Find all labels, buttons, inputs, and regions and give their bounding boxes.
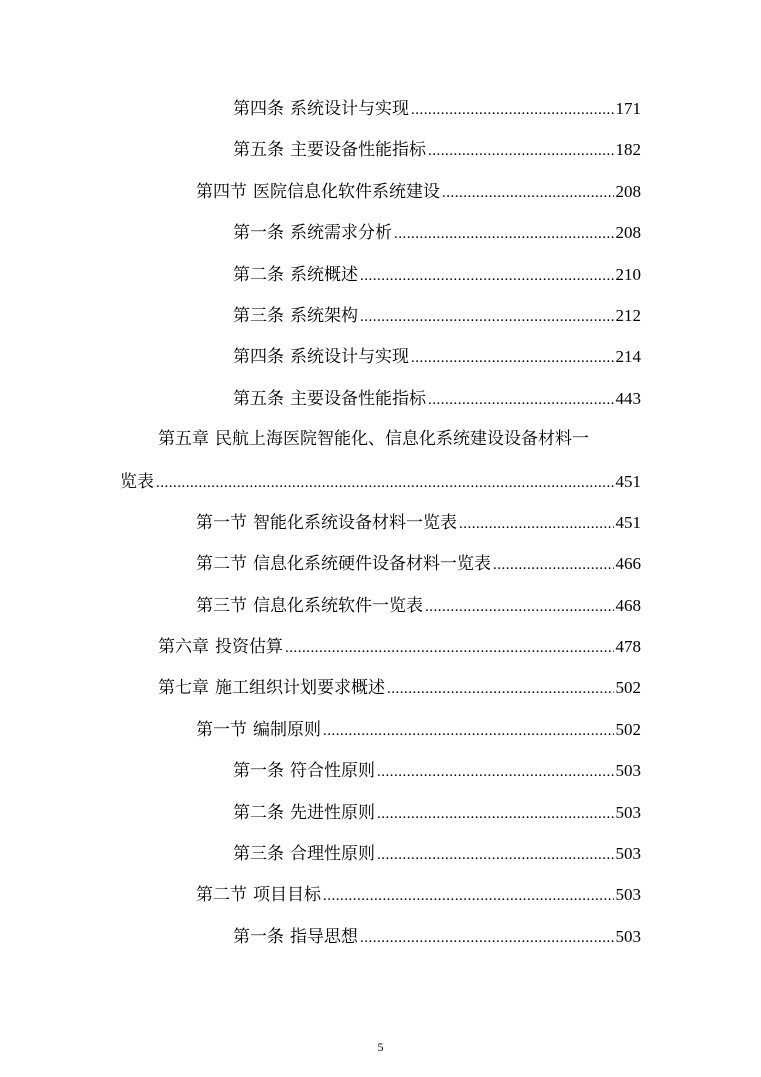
toc-entry-number: 第四条	[233, 99, 284, 119]
toc-entry-label	[196, 875, 321, 916]
toc-entry-page: 208	[615, 223, 641, 243]
toc-entry-page: 214	[615, 347, 641, 367]
dot-leader	[425, 587, 614, 628]
toc-entry[interactable]	[0, 212, 641, 253]
toc-entry[interactable]	[0, 336, 641, 377]
toc-entry-number: 第二条	[233, 802, 284, 823]
toc-entry[interactable]	[0, 792, 641, 833]
toc-entry[interactable]	[0, 254, 641, 295]
toc-entry-page: 502	[615, 719, 641, 739]
dot-leader	[394, 214, 614, 255]
toc-entry-label	[196, 710, 321, 751]
toc-entry-page: 212	[615, 305, 641, 325]
toc-entry-label	[233, 751, 375, 792]
toc-entry-continuation[interactable]	[0, 461, 641, 502]
toc-entry-title: 主要设备性能指标	[290, 388, 426, 409]
toc-entry-page: 182	[615, 140, 641, 160]
toc-entry-page: 503	[615, 802, 641, 822]
toc-entry[interactable]	[0, 916, 641, 957]
toc-entry-title: 施工组织计划要求概述	[215, 678, 385, 699]
toc-entry-title: 智能化系统设备材料一览表	[253, 512, 457, 533]
toc-entry-title: 符合性原则	[290, 761, 375, 782]
dot-leader	[411, 338, 614, 379]
toc-entry-number: 第四节	[196, 181, 247, 202]
dot-leader	[285, 628, 614, 669]
toc-entry-label	[233, 917, 358, 958]
dot-leader	[428, 131, 614, 172]
toc-entry-title: 指导思想	[290, 926, 358, 947]
toc-entry-page: 210	[615, 264, 641, 284]
toc-entry[interactable]	[0, 750, 641, 791]
toc-entry-number: 第一条	[233, 926, 284, 947]
toc-entry-title: 项目目标	[253, 885, 321, 906]
toc-entry-title: 信息化系统硬件设备材料一览表	[253, 554, 491, 575]
toc-entry-label	[158, 419, 589, 460]
toc-entry-label	[233, 834, 375, 875]
toc-entry-title: 系统架构	[290, 305, 358, 326]
dot-leader	[459, 504, 614, 545]
dot-leader	[323, 876, 614, 917]
toc-entry[interactable]	[0, 543, 641, 584]
toc-entry-title: 系统设计与实现	[290, 347, 409, 368]
dot-leader	[411, 90, 614, 131]
toc-entry-label	[196, 172, 440, 213]
dot-leader	[428, 380, 614, 421]
toc-entry[interactable]	[0, 129, 641, 170]
toc-entry-label	[233, 337, 409, 378]
toc-entry[interactable]	[0, 585, 641, 626]
toc-entry[interactable]	[0, 874, 641, 915]
toc-entry-title: 合理性原则	[290, 844, 375, 865]
toc-entry-number: 第七章	[158, 678, 209, 699]
toc-entry-page: 466	[615, 554, 641, 574]
toc-entry-number: 第一条	[233, 223, 284, 244]
toc-entry-title: 系统设计与实现	[290, 99, 409, 119]
dot-leader	[360, 918, 614, 959]
toc-entry-title: 医院信息化软件系统建设	[253, 181, 440, 202]
toc-entry-page: 503	[615, 885, 641, 905]
dot-leader	[156, 463, 614, 504]
toc-entry-page: 443	[615, 388, 641, 408]
dot-leader	[377, 835, 614, 876]
toc-entry-number: 第五章	[158, 429, 209, 450]
toc-entry[interactable]	[0, 378, 641, 419]
dot-leader	[442, 173, 614, 214]
toc-entry-label	[196, 503, 457, 544]
dot-leader	[377, 794, 614, 835]
toc-entry-number: 第一节	[196, 512, 247, 533]
toc-entry-page: 502	[615, 678, 641, 698]
toc-entry-number: 第五条	[233, 388, 284, 409]
toc-entry-page: 503	[615, 844, 641, 864]
toc-entry-number: 第三条	[233, 844, 284, 865]
toc-entry[interactable]	[0, 419, 641, 460]
toc-entry-label	[233, 793, 375, 834]
toc-entry-label	[196, 544, 491, 585]
toc-entry-page: 478	[615, 637, 641, 657]
toc-entry-label	[233, 296, 358, 337]
toc-entry-number: 第一条	[233, 761, 284, 782]
toc-entry-label	[233, 213, 392, 254]
toc-entry[interactable]	[0, 295, 641, 336]
toc-entry-label	[233, 89, 409, 130]
toc-entry-title: 民航上海医院智能化、信息化系统建设设备材料一	[215, 429, 589, 450]
table-of-contents	[0, 88, 761, 957]
toc-entry-title: 先进性原则	[290, 802, 375, 823]
toc-entry[interactable]	[0, 88, 641, 129]
toc-entry[interactable]	[0, 626, 641, 667]
toc-entry-label	[158, 627, 283, 668]
toc-entry-label	[233, 379, 426, 420]
toc-entry-page: 171	[615, 99, 641, 118]
page-number: 5	[377, 1040, 384, 1054]
toc-entry-page: 503	[615, 926, 641, 946]
toc-entry-title: 编制原则	[253, 719, 321, 740]
toc-entry-page: 208	[615, 181, 641, 201]
toc-entry-label	[158, 668, 385, 709]
toc-entry[interactable]	[0, 709, 641, 750]
dot-leader	[387, 669, 614, 710]
toc-entry-number: 第六章	[158, 637, 209, 658]
toc-entry-number: 第一节	[196, 719, 247, 740]
toc-entry-page: 503	[615, 761, 641, 781]
toc-entry-page: 468	[615, 595, 641, 615]
toc-entry-title: 投资估算	[215, 637, 283, 658]
dot-leader	[493, 545, 614, 586]
dot-leader	[360, 256, 614, 297]
toc-entry-title: 系统概述	[290, 264, 358, 285]
toc-entry-page: 451	[615, 512, 641, 532]
toc-entry[interactable]	[0, 171, 641, 212]
dot-leader	[377, 752, 614, 793]
toc-entry-label	[233, 255, 358, 296]
toc-entry-page: 451	[615, 471, 641, 491]
toc-entry[interactable]	[0, 502, 641, 543]
toc-entry-title: 主要设备性能指标	[290, 140, 426, 161]
toc-entry-number: 第二节	[196, 885, 247, 906]
toc-entry-number: 第四条	[233, 347, 284, 368]
dot-leader	[360, 297, 614, 338]
toc-entry-label	[196, 586, 423, 627]
toc-entry-number: 第二条	[233, 264, 284, 285]
toc-entry-title: 信息化系统软件一览表	[253, 595, 423, 616]
toc-entry-number: 第二节	[196, 554, 247, 575]
toc-entry-title-continuation: 览表	[120, 471, 154, 492]
toc-entry-title: 系统需求分析	[290, 223, 392, 244]
toc-entry-number: 第三条	[233, 305, 284, 326]
toc-entry-number: 第五条	[233, 140, 284, 161]
toc-entry-number: 第三节	[196, 595, 247, 616]
toc-entry-label	[233, 130, 426, 171]
toc-entry[interactable]	[0, 667, 641, 708]
dot-leader	[323, 711, 614, 752]
toc-entry[interactable]	[0, 833, 641, 874]
